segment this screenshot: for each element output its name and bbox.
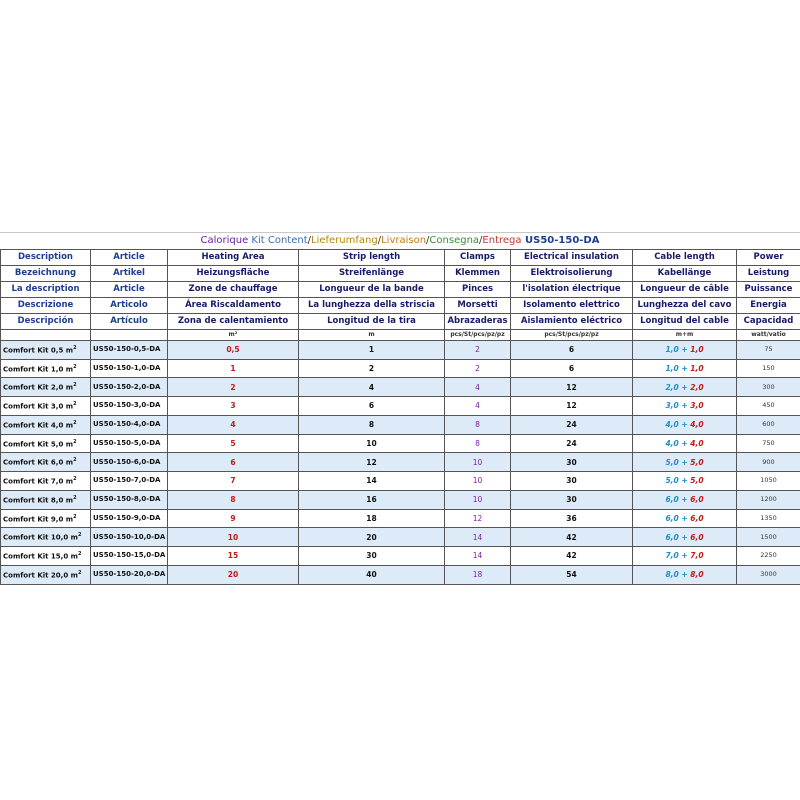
cell-strip: 6	[299, 397, 445, 416]
cell-art: US50-150-4,0-DA	[91, 415, 168, 434]
header-clamp: Abrazaderas	[445, 314, 511, 330]
cell-ins: 30	[511, 490, 633, 509]
title-part: Kit Content	[248, 235, 308, 246]
cable-length-a: 7,0	[665, 551, 679, 561]
cable-joiner: +	[678, 382, 691, 392]
table-row	[1, 378, 800, 397]
cable-length-b: 1,0	[690, 345, 704, 355]
brand-name: Calorique	[200, 235, 249, 246]
unit-superscript: 2	[77, 569, 82, 576]
cell-power: 750	[737, 434, 800, 453]
header-cable: Longueur de câble	[633, 282, 737, 298]
cable-length-b: 4,0	[690, 420, 704, 430]
cell-cable	[633, 341, 737, 360]
header-row-lang-4	[1, 298, 800, 314]
cell-ins: 54	[511, 565, 633, 584]
header-clamp: Morsetti	[445, 298, 511, 314]
cell-ins: 12	[511, 397, 633, 416]
header-cable: Longitud del cable	[633, 314, 737, 330]
cell-desc	[1, 453, 91, 472]
cable-joiner: +	[678, 457, 691, 467]
cable-length-a: 6,0	[665, 495, 679, 505]
unit-superscript: 2	[73, 476, 77, 483]
cell-art: US50-150-20,0-DA	[91, 565, 168, 584]
header-area: Heizungsfläche	[168, 266, 299, 282]
cable-joiner: +	[678, 476, 691, 486]
cell-art: US50-150-10,0-DA	[91, 528, 168, 547]
cell-power: 1050	[737, 472, 800, 491]
cable-length-a: 4,0	[665, 438, 679, 448]
header-ins: Elektroisolierung	[511, 266, 633, 282]
table-row	[1, 528, 800, 547]
cell-desc	[1, 490, 91, 509]
kit-content-sheet	[0, 232, 800, 585]
cell-ins: 36	[511, 509, 633, 528]
cell-cable	[633, 434, 737, 453]
unit-superscript: 2	[73, 513, 77, 520]
cell-clamp: 10	[445, 490, 511, 509]
desc-text: Comfort Kit 1,0 m	[3, 365, 74, 374]
header-power: Puissance	[737, 282, 800, 298]
cable-joiner: +	[678, 495, 691, 505]
header-power: Power	[737, 250, 800, 266]
header-power: Energia	[737, 298, 800, 314]
cell-strip: 12	[299, 453, 445, 472]
cell-power: 75	[737, 341, 800, 360]
header-cable: Cable length	[633, 250, 737, 266]
cable-joiner: +	[678, 569, 691, 579]
table-row	[1, 397, 800, 416]
cell-desc	[1, 415, 91, 434]
cable-joiner: +	[678, 513, 691, 523]
cell-area: 8	[168, 490, 299, 509]
unit-cell: pcs/St/pcs/pz/pz	[445, 330, 511, 341]
cable-length-a: 1,0	[665, 345, 679, 355]
cable-length-a: 1,0	[665, 363, 679, 373]
cell-art: US50-150-1,0-DA	[91, 359, 168, 378]
model-code: US50-150-DA	[521, 235, 600, 246]
table-row	[1, 415, 800, 434]
cable-length-a: 8,0	[665, 569, 679, 579]
cell-power: 300	[737, 378, 800, 397]
cell-power: 1200	[737, 490, 800, 509]
cell-ins: 30	[511, 453, 633, 472]
cell-desc	[1, 565, 91, 584]
header-ins: l'isolation électrique	[511, 282, 633, 298]
unit-cell	[91, 330, 168, 341]
header-strip: Streifenlänge	[299, 266, 445, 282]
cell-art: US50-150-2,0-DA	[91, 378, 168, 397]
cable-length-b: 7,0	[690, 551, 704, 561]
header-desc: Description	[1, 250, 91, 266]
cell-area: 1	[168, 359, 299, 378]
cell-area: 10	[168, 528, 299, 547]
cell-clamp: 2	[445, 341, 511, 360]
cell-ins: 42	[511, 528, 633, 547]
cell-power: 900	[737, 453, 800, 472]
cell-cable	[633, 528, 737, 547]
cell-art: US50-150-5,0-DA	[91, 434, 168, 453]
unit-superscript: 2	[73, 382, 77, 389]
desc-text: Comfort Kit 7,0 m	[3, 477, 74, 486]
cell-clamp: 14	[445, 528, 511, 547]
cell-strip: 16	[299, 490, 445, 509]
table-row	[1, 359, 800, 378]
cell-clamp: 4	[445, 397, 511, 416]
cell-clamp: 18	[445, 565, 511, 584]
cell-cable	[633, 490, 737, 509]
header-clamp: Klemmen	[445, 266, 511, 282]
cell-ins: 24	[511, 415, 633, 434]
header-art: Artikel	[91, 266, 168, 282]
cable-joiner: +	[678, 345, 691, 355]
unit-superscript: 2	[77, 532, 82, 539]
cell-clamp: 14	[445, 547, 511, 566]
cable-joiner: +	[678, 401, 691, 411]
cell-cable	[633, 453, 737, 472]
unit-superscript: 2	[73, 419, 77, 426]
cell-power: 3000	[737, 565, 800, 584]
header-row-lang-3	[1, 282, 800, 298]
cell-desc	[1, 397, 91, 416]
header-art: Article	[91, 282, 168, 298]
header-desc: Descrizione	[1, 298, 91, 314]
cable-length-b: 6,0	[690, 513, 704, 523]
cell-desc	[1, 509, 91, 528]
cable-joiner: +	[678, 551, 691, 561]
cell-ins: 12	[511, 378, 633, 397]
cable-length-a: 4,0	[665, 420, 679, 430]
header-power: Leistung	[737, 266, 800, 282]
cable-length-b: 5,0	[690, 476, 704, 486]
header-desc: Descripción	[1, 314, 91, 330]
units-row	[1, 330, 800, 341]
cell-art: US50-150-3,0-DA	[91, 397, 168, 416]
title-part: /	[377, 235, 382, 246]
header-strip: La lunghezza della striscia	[299, 298, 445, 314]
cable-length-b: 1,0	[690, 363, 704, 373]
unit-superscript: 2	[73, 401, 77, 408]
cell-desc	[1, 378, 91, 397]
cell-area: 4	[168, 415, 299, 434]
header-row-lang-5	[1, 314, 800, 330]
cell-clamp: 8	[445, 415, 511, 434]
cell-desc	[1, 359, 91, 378]
header-area: Zone de chauffage	[168, 282, 299, 298]
cell-strip: 30	[299, 547, 445, 566]
unit-cell: pcs/St/pcs/pz/pz	[511, 330, 633, 341]
cell-strip: 2	[299, 359, 445, 378]
cell-desc	[1, 434, 91, 453]
table-row	[1, 547, 800, 566]
desc-text: Comfort Kit 15,0 m	[3, 552, 78, 561]
header-cable: Kabellänge	[633, 266, 737, 282]
cell-cable	[633, 547, 737, 566]
cell-strip: 40	[299, 565, 445, 584]
header-strip: Strip length	[299, 250, 445, 266]
cell-art: US50-150-0,5-DA	[91, 341, 168, 360]
cell-art: US50-150-15,0-DA	[91, 547, 168, 566]
unit-superscript: 2	[73, 457, 77, 464]
cell-power: 450	[737, 397, 800, 416]
cell-power: 150	[737, 359, 800, 378]
cable-length-b: 8,0	[690, 569, 704, 579]
cable-length-a: 5,0	[665, 476, 679, 486]
desc-text: Comfort Kit 10,0 m	[3, 533, 78, 542]
cell-ins: 30	[511, 472, 633, 491]
cable-joiner: +	[678, 363, 691, 373]
cable-length-a: 6,0	[665, 532, 679, 542]
title-part: /	[479, 235, 483, 246]
desc-text: Comfort Kit 9,0 m	[3, 514, 74, 523]
unit-cell: m+m	[633, 330, 737, 341]
cable-joiner: +	[678, 420, 691, 430]
desc-text: Comfort Kit 6,0 m	[3, 458, 74, 467]
cell-cable	[633, 509, 737, 528]
desc-text: Comfort Kit 0,5 m	[3, 346, 74, 355]
title-part: /	[307, 235, 312, 246]
cell-cable	[633, 472, 737, 491]
table-row	[1, 472, 800, 491]
header-cable: Lunghezza del cavo	[633, 298, 737, 314]
cell-strip: 1	[299, 341, 445, 360]
header-ins: Isolamento elettrico	[511, 298, 633, 314]
header-area: Área Riscaldamento	[168, 298, 299, 314]
desc-text: Comfort Kit 3,0 m	[3, 402, 74, 411]
header-ins: Electrical insulation	[511, 250, 633, 266]
table-row	[1, 341, 800, 360]
desc-text: Comfort Kit 20,0 m	[3, 571, 78, 580]
header-row-lang-1	[1, 250, 800, 266]
cell-clamp: 10	[445, 472, 511, 491]
cell-power: 2250	[737, 547, 800, 566]
cell-cable	[633, 565, 737, 584]
cell-area: 9	[168, 509, 299, 528]
header-art: Artículo	[91, 314, 168, 330]
table-row	[1, 453, 800, 472]
cable-length-b: 3,0	[690, 401, 704, 411]
cell-ins: 6	[511, 341, 633, 360]
cell-power: 1500	[737, 528, 800, 547]
title-part: Livraison	[381, 235, 427, 246]
desc-text: Comfort Kit 5,0 m	[3, 440, 74, 448]
header-strip: Longueur de la bande	[299, 282, 445, 298]
unit-cell: m²	[168, 330, 299, 341]
unit-superscript: 2	[77, 551, 82, 558]
header-power: Capacidad	[737, 314, 800, 330]
title-part: Lieferumfang	[311, 235, 378, 246]
cell-desc	[1, 547, 91, 566]
unit-superscript: 2	[73, 438, 77, 445]
cable-length-b: 4,0	[690, 438, 704, 448]
cell-desc	[1, 528, 91, 547]
header-strip: Longitud de la tira	[299, 314, 445, 330]
header-area: Zona de calentamiento	[168, 314, 299, 330]
cell-ins: 24	[511, 434, 633, 453]
cable-length-b: 5,0	[690, 457, 704, 467]
desc-text: Comfort Kit 8,0 m	[3, 496, 74, 505]
cell-area: 6	[168, 453, 299, 472]
cell-art: US50-150-6,0-DA	[91, 453, 168, 472]
cell-power: 600	[737, 415, 800, 434]
cell-clamp: 10	[445, 453, 511, 472]
title-part: Consegna	[429, 235, 480, 246]
table-row	[1, 565, 800, 584]
cell-clamp: 12	[445, 509, 511, 528]
header-row-lang-2	[1, 266, 800, 282]
cell-clamp: 8	[445, 434, 511, 453]
cable-joiner: +	[678, 438, 691, 448]
desc-text: Comfort Kit 2,0 m	[3, 383, 74, 392]
cell-strip: 8	[299, 415, 445, 434]
cell-desc	[1, 341, 91, 360]
cell-area: 15	[168, 547, 299, 566]
header-ins: Aislamiento eléctrico	[511, 314, 633, 330]
sheet-title	[0, 232, 800, 249]
cell-power: 1350	[737, 509, 800, 528]
cable-length-b: 6,0	[690, 495, 704, 505]
cell-cable	[633, 378, 737, 397]
header-clamp: Clamps	[445, 250, 511, 266]
cell-cable	[633, 397, 737, 416]
cable-length-a: 6,0	[665, 513, 679, 523]
cell-strip: 4	[299, 378, 445, 397]
cell-area: 5	[168, 434, 299, 453]
cell-art: US50-150-8,0-DA	[91, 490, 168, 509]
cell-art: US50-150-9,0-DA	[91, 509, 168, 528]
cable-length-b: 6,0	[690, 532, 704, 542]
unit-superscript: 2	[73, 363, 77, 370]
cell-clamp: 2	[445, 359, 511, 378]
cell-strip: 20	[299, 528, 445, 547]
cell-area: 20	[168, 565, 299, 584]
kit-content-table	[0, 249, 800, 585]
cell-area: 2	[168, 378, 299, 397]
unit-cell	[1, 330, 91, 341]
title-part: /	[426, 235, 430, 246]
cell-art: US50-150-7,0-DA	[91, 472, 168, 491]
cell-strip: 14	[299, 472, 445, 491]
cell-desc	[1, 472, 91, 491]
cable-length-a: 2,0	[665, 382, 679, 392]
cable-joiner: +	[678, 532, 691, 542]
header-desc: Bezeichnung	[1, 266, 91, 282]
cell-ins: 42	[511, 547, 633, 566]
header-art: Article	[91, 250, 168, 266]
cell-strip: 18	[299, 509, 445, 528]
table-row	[1, 490, 800, 509]
cable-length-a: 5,0	[665, 457, 679, 467]
cell-area: 0,5	[168, 341, 299, 360]
cable-length-b: 2,0	[690, 382, 704, 392]
table-row	[1, 434, 800, 453]
title-part: Entrega	[482, 235, 522, 246]
cell-area: 3	[168, 397, 299, 416]
unit-cell: watt/vatio	[737, 330, 800, 341]
cell-cable	[633, 415, 737, 434]
unit-superscript: 2	[73, 345, 77, 351]
cell-strip: 10	[299, 434, 445, 453]
cell-area: 7	[168, 472, 299, 491]
header-area: Heating Area	[168, 250, 299, 266]
unit-superscript: 2	[73, 494, 77, 501]
desc-text: Comfort Kit 4,0 m	[3, 421, 74, 430]
cable-length-a: 3,0	[665, 401, 679, 411]
unit-cell: m	[299, 330, 445, 341]
header-clamp: Pinces	[445, 282, 511, 298]
table-row	[1, 509, 800, 528]
header-art: Articolo	[91, 298, 168, 314]
header-desc: La description	[1, 282, 91, 298]
cell-cable	[633, 359, 737, 378]
cell-ins: 6	[511, 359, 633, 378]
cell-clamp: 4	[445, 378, 511, 397]
